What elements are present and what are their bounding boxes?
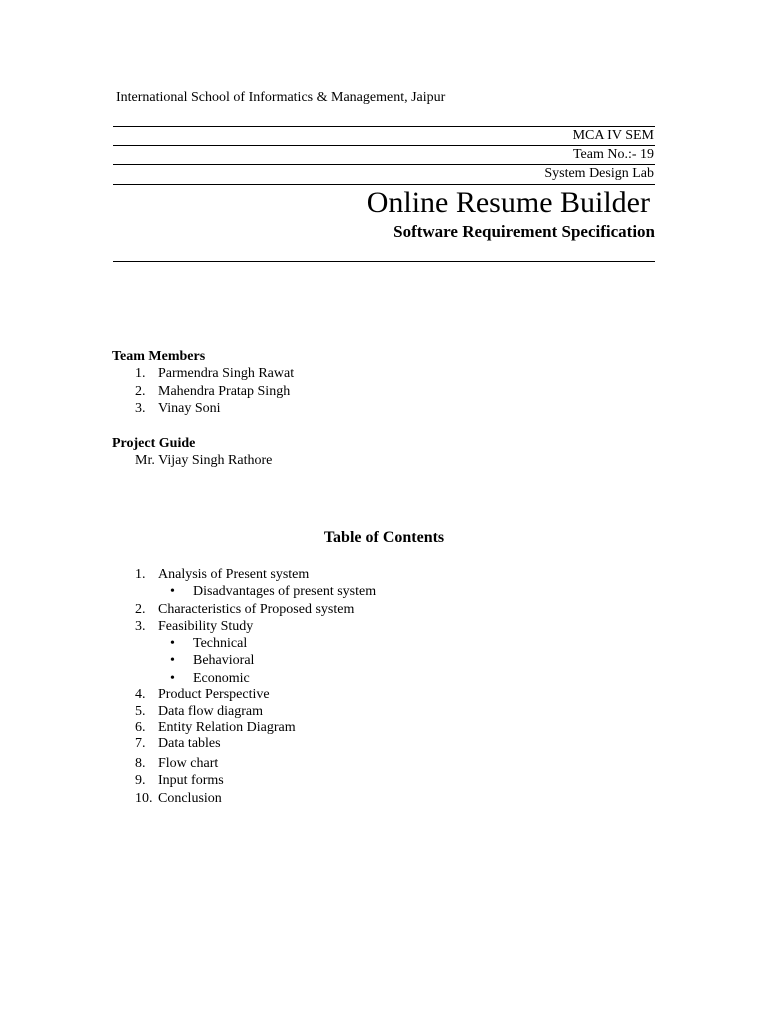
member-name: Parmendra Singh Rawat (158, 366, 295, 381)
toc-item-text: Feasibility Study (158, 619, 254, 634)
bullet-icon: • (170, 671, 175, 686)
toc-item-number: 2. (135, 602, 146, 617)
bullet-icon: • (170, 636, 175, 651)
project-guide-name: Mr. Vijay Singh Rathore (135, 453, 273, 468)
list-item-number: 2. (135, 384, 146, 399)
toc-item-number: 5. (135, 704, 146, 719)
toc-subitem-text: Disadvantages of present system (193, 584, 377, 599)
toc-item-number: 1. (135, 567, 146, 582)
title-rule (113, 261, 655, 262)
toc-item-text: Entity Relation Diagram (158, 720, 296, 735)
team-members-heading: Team Members (112, 349, 206, 364)
toc-subitem-text: Behavioral (193, 653, 255, 668)
team-number-label: Team No.:- 19 (572, 147, 654, 162)
member-name: Mahendra Pratap Singh (158, 384, 291, 399)
toc-item-text: Characteristics of Proposed system (158, 602, 355, 617)
course-label: MCA IV SEM (572, 128, 654, 143)
header-rule-3 (113, 164, 655, 165)
toc-item-number: 7. (135, 736, 146, 751)
header-rule-1 (113, 126, 655, 127)
toc-item-number: 3. (135, 619, 146, 634)
toc-item-text: Data tables (158, 736, 221, 751)
toc-item-text: Input forms (158, 773, 224, 788)
document-subtitle: Software Requirement Specification (393, 222, 655, 241)
lab-label: System Design Lab (544, 166, 654, 181)
toc-subitem-text: Economic (193, 671, 250, 686)
toc-item-text: Conclusion (158, 791, 222, 806)
toc-item-number: 6. (135, 720, 146, 735)
toc-item-number: 8. (135, 756, 146, 771)
bullet-icon: • (170, 653, 175, 668)
document-title: Online Resume Builder (366, 186, 650, 219)
header-rule-2 (113, 145, 655, 146)
member-name: Vinay Soni (158, 401, 221, 416)
toc-item-text: Flow chart (158, 756, 219, 771)
list-item-number: 1. (135, 366, 146, 381)
project-guide-heading: Project Guide (112, 436, 196, 451)
toc-subitem-text: Technical (193, 636, 248, 651)
header-rule-4 (113, 184, 655, 185)
toc-item-text: Product Perspective (158, 687, 270, 702)
toc-item-text: Analysis of Present system (158, 567, 310, 582)
toc-item-text: Data flow diagram (158, 704, 263, 719)
toc-item-number: 4. (135, 687, 146, 702)
toc-item-number: 9. (135, 773, 146, 788)
institute-name: International School of Informatics & Management, Jaipur (116, 90, 446, 105)
list-item-number: 3. (135, 401, 146, 416)
toc-title: Table of Contents (323, 529, 445, 546)
toc-item-number: 10. (135, 791, 153, 806)
bullet-icon: • (170, 584, 175, 599)
